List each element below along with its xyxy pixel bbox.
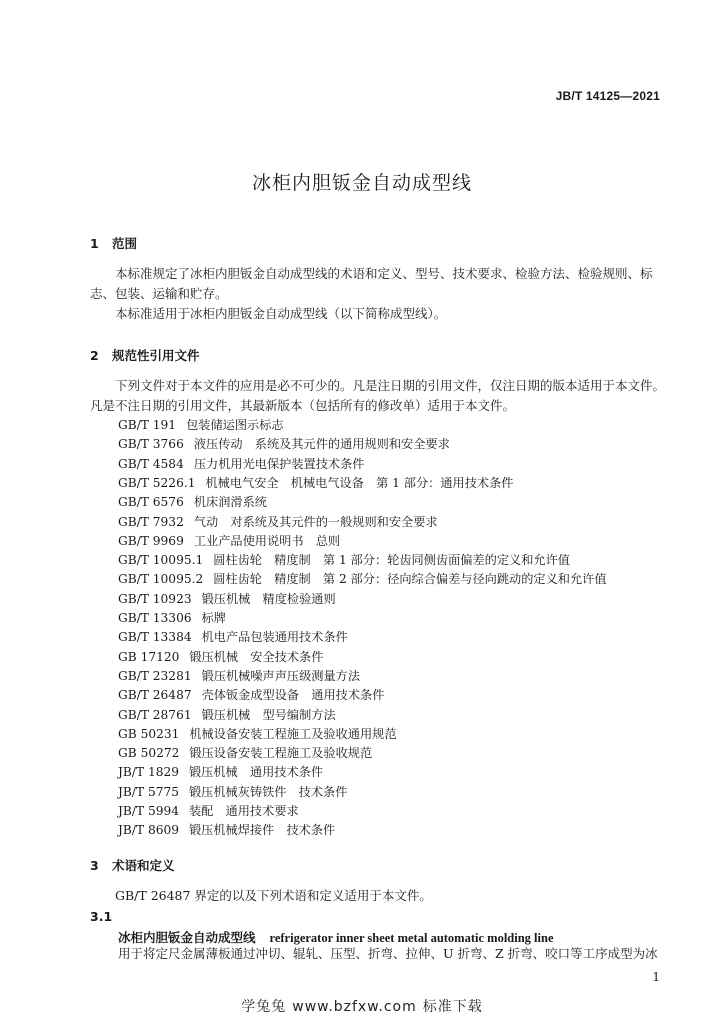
reference-item	[118, 590, 336, 608]
reference-item	[118, 802, 299, 820]
normative-intro-paragraph: 下列文件对于本文件的应用是必不可少的。凡是注日期的引用文件，仅注日期的版本适用于本文件。凡是不注日期的引用文件，其最新版本（包括所有的修改单）适用于本文件。	[90, 378, 666, 413]
reference-code: GB/T 10095.2	[118, 572, 204, 587]
reference-item	[118, 763, 323, 781]
reference-item	[118, 609, 226, 627]
reference-item	[118, 435, 450, 453]
term-chinese: 冰柜内胆钣金自动成型线	[118, 930, 256, 945]
reference-title: 壳体钣金成型设备 通用技术条件	[201, 688, 385, 703]
reference-item	[118, 570, 607, 588]
reference-item	[118, 706, 336, 724]
standard-code: JB/T 14125—2021	[555, 89, 660, 103]
reference-title: 气动 对系统及其元件的一般规则和安全要求	[193, 514, 438, 529]
reference-item	[118, 821, 335, 839]
section-number: 1	[90, 236, 99, 251]
reference-code: GB/T 23281	[118, 668, 192, 683]
reference-item	[118, 648, 323, 666]
reference-code: JB/T 1829	[118, 765, 179, 780]
reference-title: 装配 通用技术要求	[188, 804, 299, 818]
reference-code: GB/T 191	[118, 418, 177, 432]
reference-item	[118, 474, 513, 492]
reference-item	[118, 416, 284, 434]
section-title: 规范性引用文件	[112, 348, 200, 363]
reference-title: 锻压设备安装工程施工及验收规范	[189, 746, 373, 761]
reference-code: JB/T 8609	[118, 823, 179, 838]
reference-code: GB/T 13384	[118, 630, 192, 645]
term-number: 3.1	[90, 909, 113, 924]
reference-code: GB/T 6576	[118, 495, 184, 510]
reference-title: 标牌	[201, 611, 226, 625]
reference-title: 压力机用光电保护装置技术条件	[193, 456, 365, 471]
reference-item	[118, 551, 570, 569]
reference-item	[118, 628, 348, 646]
reference-title: 锻压机械 精度检验通则	[201, 591, 336, 606]
section-1-heading	[90, 234, 137, 252]
reference-item	[118, 725, 397, 743]
page-number: 1	[652, 970, 660, 984]
reference-item	[118, 686, 384, 704]
reference-code: GB 50272	[118, 746, 180, 761]
watermark-left-text: 学兔兔	[241, 999, 287, 1015]
reference-title: 圆柱齿轮 精度制 第 1 部分：轮齿同侧齿面偏差的定义和允许值	[213, 553, 570, 568]
section-title: 范围	[112, 236, 138, 251]
reference-code: GB/T 9969	[118, 533, 184, 548]
reference-code: GB/T 13306	[118, 611, 192, 625]
reference-item	[118, 783, 347, 801]
reference-title: 锻压机械灰铸铁件 技术条件	[188, 784, 348, 799]
reference-code: GB/T 4584	[118, 456, 184, 471]
reference-title: 机电产品包装通用技术条件	[201, 630, 348, 645]
reference-item	[118, 667, 360, 685]
section-number: 2	[90, 348, 99, 363]
reference-title: 锻压机械 通用技术条件	[188, 765, 324, 780]
watermark-url: www.bzfxw.com	[292, 999, 417, 1015]
section-2-heading	[90, 346, 200, 364]
term-english: refrigerator inner sheet metal automatic molding line	[269, 931, 554, 945]
reference-title: 包装储运图示标志	[186, 418, 284, 432]
reference-item	[118, 744, 372, 762]
reference-title: 圆柱齿轮 精度制 第 2 部分：径向综合偏差与径向跳动的定义和允许值	[213, 572, 607, 587]
reference-code: GB/T 5226.1	[118, 475, 196, 490]
reference-code: GB/T 10095.1	[118, 553, 204, 568]
watermark-right-text: 标准下载	[422, 999, 483, 1015]
reference-code: GB/T 7932	[118, 514, 184, 529]
reference-title: 锻压机械焊接件 技术条件	[188, 823, 336, 838]
section-number: 3	[90, 858, 99, 873]
reference-title: 机床润滑系统	[193, 495, 267, 510]
reference-code: GB 17120	[118, 649, 180, 664]
reference-item	[118, 455, 364, 473]
reference-title: 机械设备安装工程施工及验收通用规范	[189, 726, 397, 741]
reference-title: 工业产品使用说明书 总则	[193, 533, 341, 548]
reference-item	[118, 532, 340, 550]
document-title: 冰柜内胆钣金自动成型线	[251, 172, 472, 194]
scope-paragraph-1: 本标准规定了冰柜内胆钣金自动成型线的术语和定义、型号、技术要求、检验方法、检验规则、标志、包装、运输和贮存。	[90, 266, 653, 301]
section-3-heading	[90, 856, 175, 874]
reference-code: GB/T 28761	[118, 707, 192, 722]
reference-item	[118, 493, 267, 511]
reference-title: 锻压机械 安全技术条件	[189, 649, 324, 664]
watermark	[0, 996, 724, 1016]
section-title: 术语和定义	[112, 858, 175, 873]
reference-code: GB/T 10923	[118, 591, 192, 606]
reference-title: 锻压机械 型号编制方法	[201, 707, 336, 722]
reference-code: JB/T 5994	[118, 804, 179, 818]
reference-item	[118, 513, 438, 531]
reference-code: JB/T 5775	[118, 784, 179, 799]
reference-title: 机械电气安全 机械电气设备 第 1 部分：通用技术条件	[205, 475, 514, 490]
scope-paragraph-2: 本标准适用于冰柜内胆钣金自动成型线（以下简称成型线）。	[115, 306, 447, 321]
reference-code: GB/T 26487	[118, 688, 192, 703]
reference-title: 锻压机械噪声声压级测量方法	[201, 668, 361, 683]
term-definition: 用于将定尺金属薄板通过冲切、辊轧、压型、折弯、拉伸、U 折弯、Z 折弯、咬口等工序成型为冰	[118, 946, 658, 961]
reference-code: GB 50231	[118, 726, 180, 741]
terms-intro-paragraph: GB/T 26487 界定的以及下列术语和定义适用于本文件。	[115, 888, 432, 903]
reference-title: 液压传动 系统及其元件的通用规则和安全要求	[193, 437, 450, 452]
reference-code: GB/T 3766	[118, 437, 184, 452]
